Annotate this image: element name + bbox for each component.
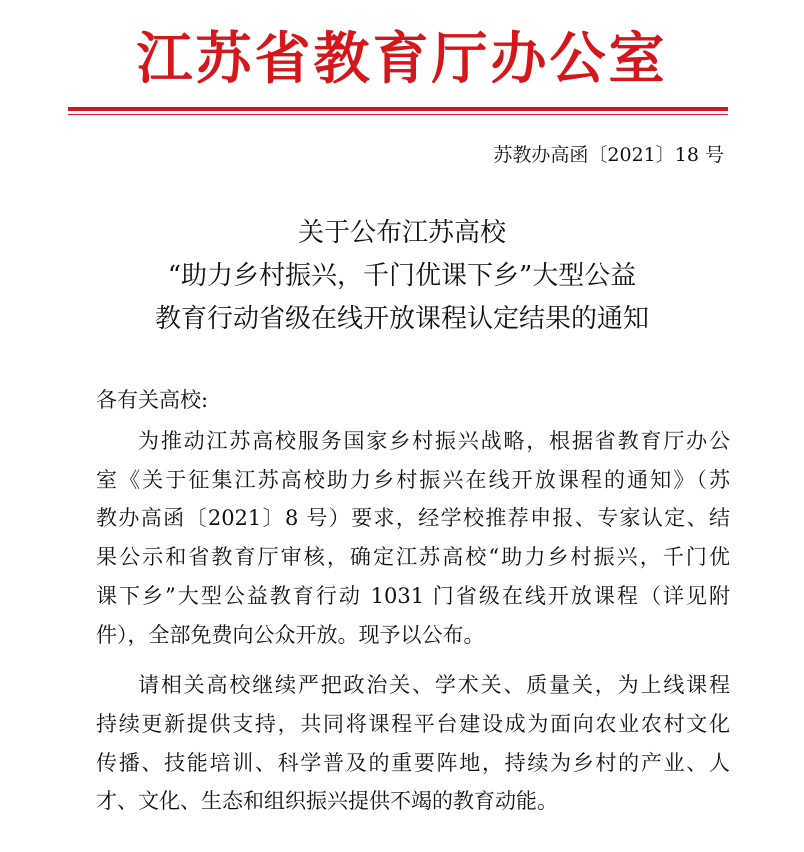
document-title: [0, 212, 804, 341]
paragraph-line: 持续更新提供支持，共同将课程平台建设成为面向农业农村文化: [96, 711, 730, 736]
issuing-authority-header: 江苏省教育厅办公室: [136, 27, 668, 92]
title-line-3: 教育行动省级在线开放课程认定结果的通知: [154, 304, 649, 334]
paragraph-line: 果公示和省教育厅审核，确定江苏高校“助力乡村振兴，千门优: [96, 545, 730, 570]
paragraph-line: 课下乡”大型公益教育行动 1031 门省级在线开放课程（详见附: [96, 583, 730, 608]
paragraph-line: 为推动江苏高校服务国家乡村振兴战略，根据省教育厅办公: [138, 429, 730, 453]
paragraph-line: 才、文化、生态和组织振兴提供不竭的教育动能。: [96, 789, 558, 814]
salutation: 各有关高校:: [96, 388, 209, 412]
red-separator-thick: [68, 107, 728, 111]
paragraph-2: [96, 666, 730, 821]
document-number: 苏教办高函〔2021〕18 号: [493, 144, 724, 166]
paragraph-line: 传播、技能培训、科学普及的重要阵地，持续为乡村的产业、人: [96, 750, 730, 775]
paragraph-spacer: [96, 654, 730, 666]
title-line-2: “助力乡村振兴，千门优课下乡”大型公益: [167, 261, 637, 291]
red-separator-thin: [68, 114, 728, 115]
paragraph-line: 室《关于征集江苏高校助力乡村振兴在线开放课程的通知》（苏: [96, 467, 730, 492]
paragraph-line: 教办高函〔2021〕8 号）要求，经学校推荐申报、专家认定、结: [96, 506, 730, 531]
document-body: [96, 422, 730, 821]
paragraph-line: 请相关高校继续严把政治关、学术关、质量关，为上线课程: [138, 673, 730, 698]
paragraph-1: [96, 422, 730, 654]
title-line-1: 关于公布江苏高校: [297, 218, 506, 248]
paragraph-line: 件），全部免费向公众开放。现予以公布。: [96, 622, 485, 647]
